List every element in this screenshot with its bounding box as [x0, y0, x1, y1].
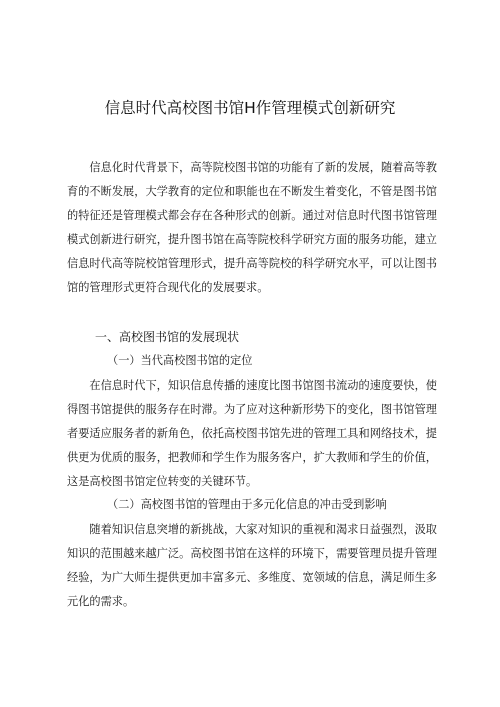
document-title: 信息时代高校图书馆H作管理模式创新研究: [104, 99, 396, 117]
paragraph-text: 在信息时代下，知识信息传播的速度比图书馆图书流动的速度要快，使得图书馆提供的服务存在时滞。为了应对这种新形势下的变化，图书馆管理者要适应服务者的新角色，依托高校图书馆先进的管理工具和网络技术，提供更为优质的服务，把教师和学生作为服务客户，扩大教师和学生的价值，这是高校图书馆定位转变的关键环节。: [67, 379, 437, 488]
body-paragraph: [67, 374, 437, 494]
abstract-text: 信息化时代背景下，高等院校图书馆的功能有了新的发展，随着高等教育的不断发展，大学教育的定位和职能也在不断发生着变化，不管是图书馆的特征还是管理模式都会存在各种形式的创新。通过对信息时代图书馆管理模式创新进行研究，提升图书馆在高等院校科学研究方面的服务功能，建立信息时代高等院校馆管理形式，提升高等院校的科学研究水平，可以让图书馆的管理形式更符合现代化的发展要求。: [67, 161, 437, 294]
body-paragraph: [67, 518, 437, 614]
section-heading: 一、高校图书馆的发展现状: [95, 330, 240, 344]
subsection-heading: （一）当代高校图书馆的定位: [107, 354, 253, 367]
paragraph-text: 随着知识信息突增的新挑战，大家对知识的重视和渴求日益强烈，汲取知识的范围越来越广泛。高校图书馆在这样的环境下，需要管理员提升管理经验，为广大师生提供更加丰富多元、多维度、宽领域的信息，满足师生多元化的需求。: [67, 523, 437, 608]
subsection-heading: （二）高校图书馆的管理由于多元化信息的冲击受到影响: [107, 498, 387, 511]
abstract-paragraph: [67, 156, 437, 300]
